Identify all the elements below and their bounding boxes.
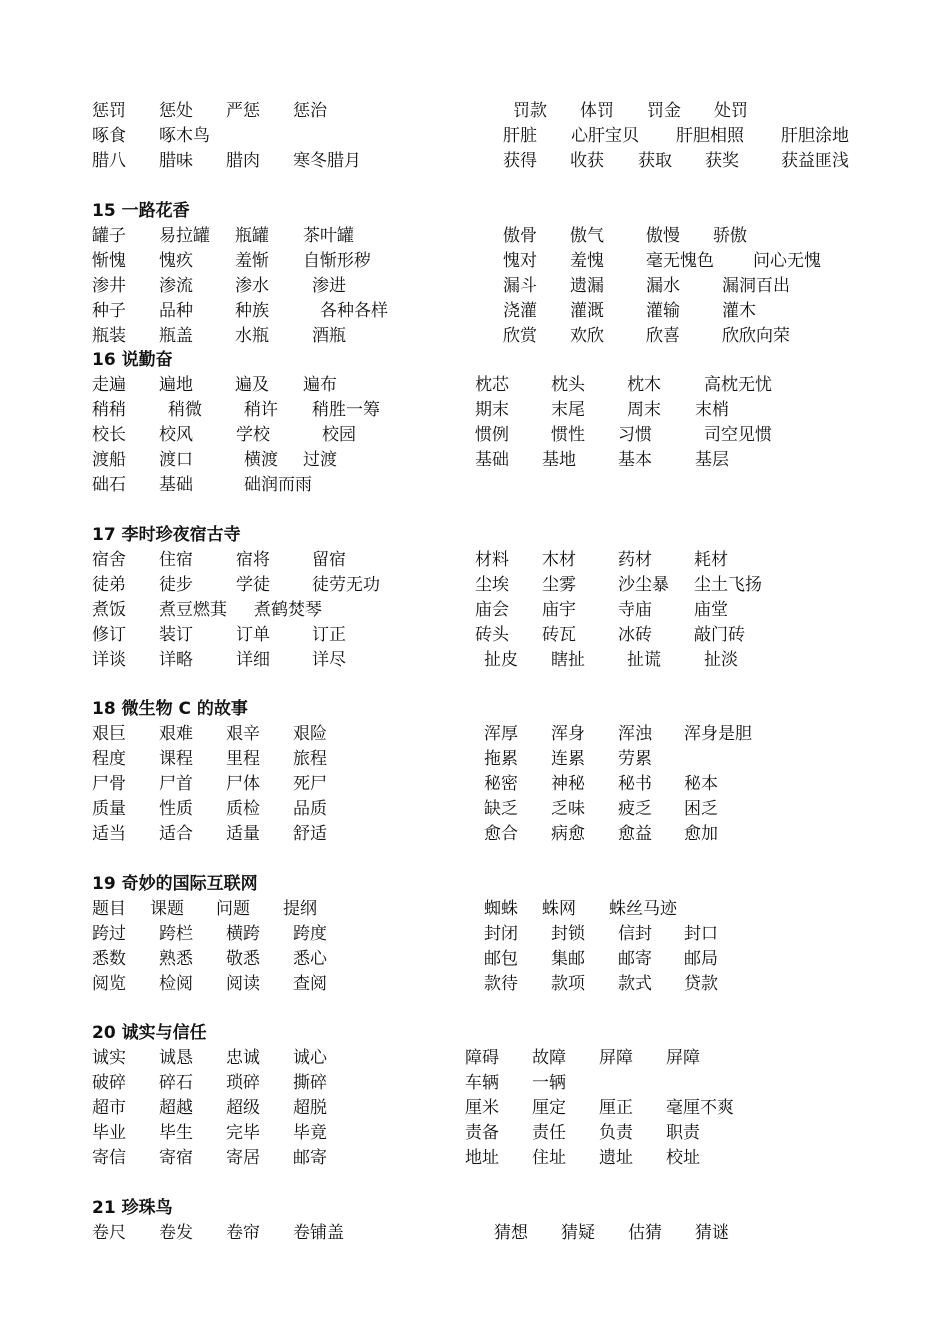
word-right: 基地 [542, 450, 576, 470]
word-right: 估猜 [628, 1223, 662, 1243]
word-left: 卷发 [159, 1223, 193, 1243]
word-left: 性质 [159, 799, 193, 819]
word-left: 问题 [216, 899, 250, 919]
word-row [0, 1221, 950, 1246]
word-right: 砖瓦 [542, 625, 576, 645]
word-left: 种族 [235, 301, 269, 321]
word-left: 超越 [159, 1098, 193, 1118]
word-left: 超市 [92, 1098, 126, 1118]
word-right: 尘埃 [475, 575, 509, 595]
word-left: 稍微 [168, 400, 202, 420]
word-left: 超脱 [293, 1098, 327, 1118]
word-left: 寄宿 [159, 1148, 193, 1168]
word-right: 蛛丝马迹 [609, 899, 677, 919]
word-row [0, 398, 950, 423]
word-left: 阅读 [226, 974, 260, 994]
word-row [0, 249, 950, 274]
word-right: 职责 [666, 1123, 700, 1143]
word-left: 详谈 [92, 650, 126, 670]
word-left: 敬悉 [226, 949, 260, 969]
word-left: 艰险 [293, 724, 327, 744]
word-right: 收获 [570, 151, 604, 171]
word-row [0, 623, 950, 648]
word-right: 厘米 [465, 1098, 499, 1118]
word-left: 尸体 [226, 774, 260, 794]
word-left: 腊味 [159, 151, 193, 171]
word-row [0, 797, 950, 822]
word-right: 扯淡 [704, 650, 738, 670]
word-left: 遍及 [235, 375, 269, 395]
word-left: 严惩 [226, 101, 260, 121]
word-right: 屏障 [666, 1048, 700, 1068]
word-left: 尸骨 [92, 774, 126, 794]
word-left: 撕碎 [293, 1073, 327, 1093]
word-row [0, 747, 950, 772]
word-left: 跨栏 [159, 924, 193, 944]
word-right: 款式 [618, 974, 652, 994]
word-left: 修订 [92, 625, 126, 645]
word-right: 基本 [618, 450, 652, 470]
lesson-title: 17 李时珍夜宿古寺 [92, 525, 241, 545]
word-right: 愧对 [503, 251, 537, 271]
word-right: 蜘蛛 [484, 899, 518, 919]
word-left: 卷铺盖 [293, 1223, 344, 1243]
word-left: 渡船 [92, 450, 126, 470]
word-row [0, 274, 950, 299]
word-left: 程度 [92, 749, 126, 769]
word-left: 详细 [236, 650, 270, 670]
word-left: 订单 [236, 625, 270, 645]
word-left: 适合 [159, 824, 193, 844]
word-left: 啄食 [92, 126, 126, 146]
word-right: 款项 [551, 974, 585, 994]
word-right: 浑厚 [484, 724, 518, 744]
word-right: 一辆 [532, 1073, 566, 1093]
word-right: 漏洞百出 [722, 276, 790, 296]
intro-row [0, 99, 950, 124]
word-left: 煮豆燃萁 [159, 600, 227, 620]
word-left: 稍稍 [92, 400, 126, 420]
word-right: 乏味 [551, 799, 585, 819]
word-left: 寒冬腊月 [293, 151, 361, 171]
word-right: 困乏 [684, 799, 718, 819]
word-left: 艰难 [159, 724, 193, 744]
word-left: 惩治 [293, 101, 327, 121]
word-left: 稍许 [244, 400, 278, 420]
word-right: 傲骨 [503, 226, 537, 246]
word-left: 横渡 [244, 450, 278, 470]
word-right: 获益匪浅 [781, 151, 849, 171]
word-left: 罐子 [92, 226, 126, 246]
word-left: 徒弟 [92, 575, 126, 595]
word-left: 跨度 [293, 924, 327, 944]
word-right: 障碍 [465, 1048, 499, 1068]
word-right: 肝胆涂地 [781, 126, 849, 146]
word-right: 屏障 [599, 1048, 633, 1068]
word-right: 浇灌 [503, 301, 537, 321]
word-right: 肝脏 [503, 126, 537, 146]
word-left: 品种 [159, 301, 193, 321]
word-right: 羞愧 [570, 251, 604, 271]
word-left: 走遍 [92, 375, 126, 395]
word-right: 末尾 [551, 400, 585, 420]
word-left: 悉心 [293, 949, 327, 969]
word-left: 宿舍 [92, 550, 126, 570]
word-row [0, 972, 950, 997]
word-right: 尘雾 [542, 575, 576, 595]
word-right: 车辆 [465, 1073, 499, 1093]
word-left: 完毕 [226, 1123, 260, 1143]
word-left: 煮饭 [92, 600, 126, 620]
word-left: 酒瓶 [312, 326, 346, 346]
word-left: 详略 [159, 650, 193, 670]
word-right: 愈益 [618, 824, 652, 844]
word-left: 渡口 [159, 450, 193, 470]
word-right: 灌木 [722, 301, 756, 321]
word-right: 材料 [475, 550, 509, 570]
word-left: 渗水 [235, 276, 269, 296]
word-right: 封口 [684, 924, 718, 944]
word-left: 查阅 [293, 974, 327, 994]
word-left: 遍地 [159, 375, 193, 395]
word-right: 疲乏 [618, 799, 652, 819]
word-right: 惯例 [475, 425, 509, 445]
word-right: 灌溉 [570, 301, 604, 321]
word-right: 罚款 [513, 101, 547, 121]
word-left: 过渡 [303, 450, 337, 470]
word-left: 诚心 [293, 1048, 327, 1068]
word-left: 啄木鸟 [159, 126, 210, 146]
word-row [0, 897, 950, 922]
word-left: 愧疚 [159, 251, 193, 271]
word-left: 稍胜一筹 [312, 400, 380, 420]
word-left: 种子 [92, 301, 126, 321]
word-row [0, 922, 950, 947]
word-right: 瞎扯 [551, 650, 585, 670]
word-left: 础石 [92, 475, 126, 495]
word-right: 猜谜 [695, 1223, 729, 1243]
word-left: 础润而雨 [244, 475, 312, 495]
word-left: 瓶装 [92, 326, 126, 346]
word-right: 欣欣向荣 [722, 326, 790, 346]
word-left: 琐碎 [226, 1073, 260, 1093]
word-right: 遗漏 [570, 276, 604, 296]
word-left: 卷尺 [92, 1223, 126, 1243]
word-left: 茶叶罐 [303, 226, 354, 246]
word-right: 负责 [599, 1123, 633, 1143]
word-left: 水瓶 [235, 326, 269, 346]
word-left: 横跨 [226, 924, 260, 944]
word-right: 邮局 [684, 949, 718, 969]
word-left: 忠诚 [226, 1048, 260, 1068]
word-left: 羞惭 [235, 251, 269, 271]
word-right: 习惯 [618, 425, 652, 445]
word-right: 惯性 [551, 425, 585, 445]
word-right: 厘正 [599, 1098, 633, 1118]
word-row [0, 299, 950, 324]
word-left: 里程 [226, 749, 260, 769]
word-right: 处罚 [714, 101, 748, 121]
word-right: 责任 [532, 1123, 566, 1143]
word-right: 邮寄 [618, 949, 652, 969]
word-right: 浑浊 [618, 724, 652, 744]
word-right: 故障 [532, 1048, 566, 1068]
word-right: 猜疑 [561, 1223, 595, 1243]
word-left: 旅程 [293, 749, 327, 769]
word-right: 傲慢 [646, 226, 680, 246]
word-right: 获奖 [705, 151, 739, 171]
word-row [0, 822, 950, 847]
word-right: 信封 [618, 924, 652, 944]
word-right: 冰砖 [618, 625, 652, 645]
word-left: 订正 [312, 625, 346, 645]
word-right: 扯皮 [484, 650, 518, 670]
word-right: 住址 [532, 1148, 566, 1168]
intro-row [0, 124, 950, 149]
lesson-title: 21 珍珠鸟 [92, 1198, 173, 1218]
word-right: 劳累 [618, 749, 652, 769]
word-left: 渗井 [92, 276, 126, 296]
word-row [0, 1071, 950, 1096]
word-left: 毕生 [159, 1123, 193, 1143]
word-left: 破碎 [92, 1073, 126, 1093]
word-left: 学徒 [236, 575, 270, 595]
word-left: 碎石 [159, 1073, 193, 1093]
word-row [0, 1121, 950, 1146]
word-left: 基础 [159, 475, 193, 495]
word-right: 扯谎 [627, 650, 661, 670]
word-right: 漏斗 [503, 276, 537, 296]
word-row [0, 573, 950, 598]
word-row [0, 598, 950, 623]
word-right: 末梢 [695, 400, 729, 420]
word-right: 猜想 [494, 1223, 528, 1243]
word-right: 蛛网 [542, 899, 576, 919]
word-right: 敲门砖 [694, 625, 745, 645]
word-left: 住宿 [159, 550, 193, 570]
word-right: 基层 [695, 450, 729, 470]
word-right: 愈合 [484, 824, 518, 844]
word-right: 款待 [484, 974, 518, 994]
word-right: 集邮 [551, 949, 585, 969]
word-left: 诚恳 [159, 1048, 193, 1068]
word-left: 适量 [226, 824, 260, 844]
word-right: 枕芯 [475, 375, 509, 395]
word-right: 遗址 [599, 1148, 633, 1168]
word-left: 惭愧 [92, 251, 126, 271]
lesson-title: 16 说勤奋 [92, 350, 173, 370]
word-right: 连累 [551, 749, 585, 769]
word-right: 毫厘不爽 [666, 1098, 734, 1118]
word-left: 超级 [226, 1098, 260, 1118]
word-left: 跨过 [92, 924, 126, 944]
word-left: 煮鹤焚琴 [254, 600, 322, 620]
word-left: 详尽 [312, 650, 346, 670]
word-left: 尸首 [159, 774, 193, 794]
word-left: 渗进 [312, 276, 346, 296]
word-left: 惩处 [159, 101, 193, 121]
word-right: 灌输 [646, 301, 680, 321]
word-left: 舒适 [293, 824, 327, 844]
word-left: 瓶罐 [235, 226, 269, 246]
word-left: 检阅 [159, 974, 193, 994]
word-right: 司空见惯 [704, 425, 772, 445]
word-row [0, 324, 950, 349]
word-left: 装订 [159, 625, 193, 645]
word-right: 枕头 [551, 375, 585, 395]
word-row [0, 473, 950, 498]
word-right: 秘本 [684, 774, 718, 794]
word-right: 地址 [465, 1148, 499, 1168]
word-left: 死尸 [293, 774, 327, 794]
word-right: 漏水 [646, 276, 680, 296]
word-left: 腊肉 [226, 151, 260, 171]
word-left: 卷帘 [226, 1223, 260, 1243]
word-right: 贷款 [684, 974, 718, 994]
lesson-title: 20 诚实与信任 [92, 1023, 207, 1043]
lesson-title: 15 一路花香 [92, 201, 190, 221]
word-left: 徒步 [159, 575, 193, 595]
word-right: 秘书 [618, 774, 652, 794]
lesson-title: 19 奇妙的国际互联网 [92, 874, 258, 894]
word-left: 熟悉 [159, 949, 193, 969]
word-left: 校长 [92, 425, 126, 445]
word-left: 艰辛 [226, 724, 260, 744]
word-right: 拖累 [484, 749, 518, 769]
word-left: 阅览 [92, 974, 126, 994]
word-right: 骄傲 [713, 226, 747, 246]
word-left: 惩罚 [92, 101, 126, 121]
word-left: 课题 [150, 899, 184, 919]
word-left: 品质 [293, 799, 327, 819]
word-right: 浑身是胆 [684, 724, 752, 744]
word-row [0, 648, 950, 673]
word-left: 自惭形秽 [303, 251, 371, 271]
word-left: 渗流 [159, 276, 193, 296]
word-left: 悉数 [92, 949, 126, 969]
word-left: 适当 [92, 824, 126, 844]
word-right: 愈加 [684, 824, 718, 844]
word-right: 封锁 [551, 924, 585, 944]
word-right: 沙尘暴 [618, 575, 669, 595]
word-left: 邮寄 [293, 1148, 327, 1168]
word-left: 腊八 [92, 151, 126, 171]
word-row [0, 1046, 950, 1071]
lesson-title: 18 微生物 C 的故事 [92, 699, 248, 719]
word-right: 耗材 [694, 550, 728, 570]
word-right: 药材 [618, 550, 652, 570]
word-row [0, 722, 950, 747]
word-right: 校址 [666, 1148, 700, 1168]
word-left: 寄信 [92, 1148, 126, 1168]
word-left: 留宿 [312, 550, 346, 570]
word-row [0, 423, 950, 448]
word-right: 心肝宝贝 [571, 126, 639, 146]
word-right: 基础 [475, 450, 509, 470]
word-right: 周末 [627, 400, 661, 420]
word-row [0, 224, 950, 249]
word-left: 瓶盖 [159, 326, 193, 346]
word-right: 庙会 [475, 600, 509, 620]
word-left: 校风 [159, 425, 193, 445]
word-left: 各种各样 [320, 301, 388, 321]
word-right: 获得 [503, 151, 537, 171]
word-left: 毕业 [92, 1123, 126, 1143]
word-right: 肝胆相照 [676, 126, 744, 146]
word-right: 缺乏 [484, 799, 518, 819]
word-right: 木材 [542, 550, 576, 570]
word-right: 封闭 [484, 924, 518, 944]
word-row [0, 1146, 950, 1171]
word-row [0, 947, 950, 972]
word-left: 提纲 [283, 899, 317, 919]
word-right: 病愈 [551, 824, 585, 844]
word-right: 厘定 [532, 1098, 566, 1118]
word-right: 体罚 [580, 101, 614, 121]
word-left: 诚实 [92, 1048, 126, 1068]
word-row [0, 772, 950, 797]
word-right: 傲气 [570, 226, 604, 246]
word-left: 艰巨 [92, 724, 126, 744]
word-row [0, 1096, 950, 1121]
word-right: 欣赏 [503, 326, 537, 346]
word-right: 获取 [638, 151, 672, 171]
word-right: 秘密 [484, 774, 518, 794]
word-left: 宿将 [236, 550, 270, 570]
word-left: 学校 [236, 425, 270, 445]
word-right: 高枕无忧 [704, 375, 772, 395]
word-left: 题目 [92, 899, 126, 919]
word-right: 浑身 [551, 724, 585, 744]
word-left: 毕竟 [293, 1123, 327, 1143]
word-right: 罚金 [647, 101, 681, 121]
word-right: 毫无愧色 [646, 251, 714, 271]
word-left: 校园 [322, 425, 356, 445]
word-left: 徒劳无功 [312, 575, 380, 595]
word-right: 欣喜 [646, 326, 680, 346]
word-right: 尘土飞扬 [694, 575, 762, 595]
word-right: 庙宇 [542, 600, 576, 620]
word-row [0, 548, 950, 573]
word-left: 课程 [159, 749, 193, 769]
word-right: 神秘 [551, 774, 585, 794]
word-right: 砖头 [475, 625, 509, 645]
word-right: 邮包 [484, 949, 518, 969]
word-left: 质量 [92, 799, 126, 819]
word-row [0, 448, 950, 473]
word-left: 易拉罐 [159, 226, 210, 246]
word-right: 问心无愧 [753, 251, 821, 271]
word-right: 庙堂 [694, 600, 728, 620]
word-left: 质检 [226, 799, 260, 819]
word-right: 枕木 [627, 375, 661, 395]
word-right: 欢欣 [570, 326, 604, 346]
word-row [0, 373, 950, 398]
word-left: 遍布 [303, 375, 337, 395]
intro-row [0, 149, 950, 174]
word-right: 期末 [475, 400, 509, 420]
word-right: 责备 [465, 1123, 499, 1143]
word-right: 寺庙 [618, 600, 652, 620]
word-left: 寄居 [226, 1148, 260, 1168]
